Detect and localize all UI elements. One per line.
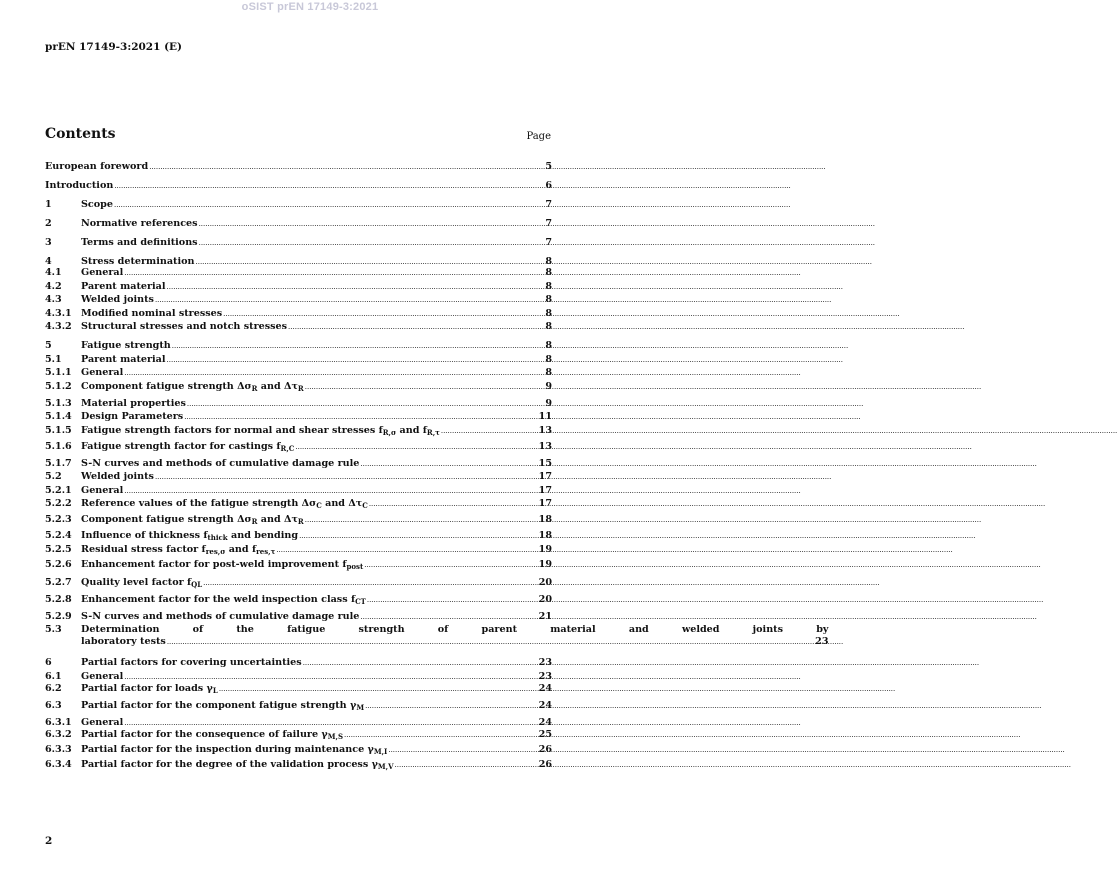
toc-title-continued: laboratory tests: [81, 635, 166, 647]
toc-title: Introduction: [45, 180, 114, 191]
toc-title: Normative references: [81, 218, 198, 229]
toc-number: 5.1: [45, 353, 62, 365]
toc-page: 26: [538, 758, 552, 770]
toc-title: Fatigue strength: [81, 340, 171, 351]
toc-page: 8: [545, 307, 552, 319]
toc-title: Enhancement factor for post-weld improvement $f_{post}$: [81, 558, 364, 571]
toc-number: 5.2.2: [45, 498, 72, 509]
toc-entry-5-1-4[interactable]: [45, 411, 552, 425]
toc-page: 13: [538, 424, 552, 436]
toc-title: Partial factor for the inspection during maintenance $\gamma_{M,I}$: [81, 743, 388, 756]
toc-title: Structural stresses and notch stresses: [81, 321, 288, 332]
toc-entry-5-3[interactable]: [45, 623, 829, 648]
toc-number: 4.2: [45, 280, 62, 292]
toc-number: 4.3.1: [45, 307, 72, 319]
table-of-contents: [45, 161, 829, 774]
toc-title: Fatigue strength factors for normal and shear stresses $f_{R,\sigma}$ and $f_{R,\tau}$: [81, 424, 440, 437]
toc-entry-5[interactable]: [45, 340, 552, 354]
toc-entry-6-3[interactable]: [45, 700, 552, 717]
toc-number: 5.2.8: [45, 593, 72, 605]
toc-number: 5.1.5: [45, 424, 72, 436]
toc-page: 7: [545, 237, 552, 248]
toc-title: General: [81, 670, 124, 682]
toc-page: 21: [538, 610, 552, 622]
toc-number: 6.2: [45, 682, 62, 694]
toc-page: 20: [538, 593, 552, 605]
toc-title: European foreword: [45, 161, 149, 172]
page-column-label: Page: [526, 131, 551, 142]
toc-entry-5-2-5[interactable]: [45, 544, 552, 559]
toc-entry-3[interactable]: [45, 237, 552, 248]
toc-page: 8: [545, 321, 552, 332]
toc-entry-5-1-5[interactable]: [45, 425, 552, 441]
toc-entry-5-2[interactable]: [45, 471, 552, 485]
toc-page: 23: [815, 635, 829, 647]
toc-number: 4: [45, 256, 52, 267]
toc-title: Partial factor for the consequence of failure $\gamma_{M,S}$: [81, 728, 344, 741]
toc-page: 23: [538, 656, 552, 668]
toc-page: 17: [538, 498, 552, 509]
toc-number: 5.2.3: [45, 514, 72, 525]
toc-entry-5-2-1[interactable]: [45, 485, 552, 499]
toc-number: 6.3.1: [45, 716, 72, 728]
toc-number: 4.3.2: [45, 321, 72, 332]
toc-number: 5.2.7: [45, 576, 72, 588]
toc-title: S-N curves and methods of cumulative damage rule: [81, 457, 360, 469]
toc-title: General: [81, 367, 124, 378]
toc-page: 8: [545, 256, 552, 267]
toc-number: 5.2.5: [45, 543, 72, 555]
toc-number: 5.2.9: [45, 610, 72, 622]
toc-title: Quality level factor $f_{QL}$: [81, 576, 203, 589]
toc-page: 26: [538, 743, 552, 755]
toc-page: 8: [545, 267, 552, 278]
toc-number: 6.3: [45, 699, 62, 711]
toc-entry-4[interactable]: [45, 256, 552, 267]
toc-number: 5.2.6: [45, 558, 72, 570]
toc-entry-5-1-6[interactable]: [45, 441, 552, 458]
toc-title: Component fatigue strength $\Delta\sigma_R$ and $\Delta\tau_R$: [81, 380, 304, 393]
toc-entry-5-1-2[interactable]: [45, 381, 552, 398]
toc-page: 6: [545, 180, 552, 191]
toc-entry-4-3-2[interactable]: [45, 321, 552, 332]
toc-page: 8: [545, 367, 552, 378]
toc-page: 9: [545, 397, 552, 409]
toc-number: 5.1.1: [45, 367, 72, 378]
toc-number: 5.1.2: [45, 380, 72, 392]
toc-entry-5-2-2[interactable]: [45, 498, 552, 514]
toc-entry-5-1-3[interactable]: [45, 398, 552, 412]
toc-page: 7: [545, 199, 552, 210]
toc-number: 6.3.3: [45, 743, 72, 755]
toc-title: S-N curves and methods of cumulative damage rule: [81, 610, 360, 622]
toc-number: 5.1.3: [45, 397, 72, 409]
page-number: 2: [45, 835, 53, 847]
toc-page: 13: [538, 440, 552, 452]
toc-title: Modified nominal stresses: [81, 307, 223, 319]
toc-title: Stress determination: [81, 256, 195, 267]
toc-number: 4.1: [45, 267, 62, 278]
toc-page: 18: [538, 530, 552, 541]
toc-title: Scope: [81, 199, 113, 210]
toc-title: Partial factors for covering uncertainties: [81, 656, 302, 668]
toc-page: 8: [545, 340, 552, 351]
toc-title: Partial factor for the degree of the validation process $\gamma_{M,V}$: [81, 758, 394, 771]
toc-number: 5.3: [45, 623, 62, 635]
toc-number: 5.1.7: [45, 457, 72, 469]
toc-page: 24: [538, 682, 552, 694]
toc-page: 7: [545, 218, 552, 229]
toc-title: Material properties: [81, 397, 186, 409]
toc-title: Partial factor for the component fatigue strength $\gamma_M$: [81, 699, 365, 712]
toc-page: 5: [545, 161, 552, 172]
toc-page: 9: [545, 380, 552, 392]
toc-page: 17: [538, 471, 552, 482]
toc-title: Fatigue strength factor for castings $f_{R,C}$: [81, 440, 295, 453]
toc-title: Influence of thickness $f_{thick}$ and bending: [81, 530, 299, 542]
toc-title: General: [81, 267, 124, 278]
toc-entry-6-3-1[interactable]: [45, 717, 552, 729]
toc-entry-5-1[interactable]: [45, 354, 552, 368]
toc-number: 5.2.1: [45, 484, 72, 496]
toc-entry-6-2[interactable]: [45, 683, 552, 700]
toc-entry-foreword[interactable]: [45, 161, 552, 172]
toc-title: Determination of the fatigue strength of parent material and welded joints by: [81, 623, 829, 635]
toc-title: Design Parameters: [81, 411, 184, 422]
toc-entry-2[interactable]: [45, 218, 552, 229]
watermark: oSIST prEN 17149-3:2021: [241, 1, 379, 13]
toc-entry-1[interactable]: [45, 199, 552, 210]
toc-number: 4.3: [45, 294, 62, 305]
toc-title: General: [81, 716, 124, 728]
toc-page: 20: [538, 576, 552, 588]
toc-entry-5-2-6[interactable]: [45, 559, 552, 577]
toc-title: Residual stress factor $f_{res,\sigma}$ and $f_{res,\tau}$: [81, 543, 276, 556]
toc-entry-5-2-7[interactable]: [45, 577, 552, 594]
toc-number: 3: [45, 237, 52, 248]
toc-page: 17: [538, 484, 552, 496]
toc-entry-6-3-3[interactable]: [45, 744, 552, 759]
toc-entry-4-1[interactable]: [45, 267, 552, 281]
toc-page: 8: [545, 294, 552, 305]
toc-page: 19: [538, 543, 552, 555]
toc-entry-6-3-4[interactable]: [45, 759, 552, 774]
toc-title: Parent material: [81, 353, 166, 365]
toc-number: 6.3.2: [45, 728, 72, 740]
toc-page: 25: [538, 728, 552, 740]
toc-page: 8: [545, 280, 552, 292]
toc-title: Terms and definitions: [81, 237, 198, 248]
toc-entry-4-3[interactable]: [45, 294, 552, 308]
toc-page: 11: [538, 411, 552, 422]
toc-number: 5: [45, 340, 52, 351]
toc-entry-4-2[interactable]: [45, 281, 552, 295]
toc-number: 5.1.4: [45, 411, 72, 422]
toc-title: Component fatigue strength $\Delta\sigma_R$ and $\Delta\tau_R$: [81, 514, 304, 526]
document-reference: prEN 17149-3:2021 (E): [45, 41, 183, 53]
toc-title: Parent material: [81, 280, 166, 292]
toc-title: Welded joints: [81, 294, 154, 305]
toc-number: 6.3.4: [45, 758, 72, 770]
toc-page: 23: [538, 670, 552, 682]
toc-page: 8: [545, 353, 552, 365]
toc-entry-introduction[interactable]: [45, 180, 552, 191]
toc-number: 6: [45, 656, 52, 668]
toc-entry-6-1[interactable]: [45, 671, 552, 683]
toc-entry-5-1-1[interactable]: [45, 367, 552, 381]
toc-page: 18: [538, 514, 552, 525]
toc-entry-6[interactable]: [45, 657, 552, 671]
toc-title: Welded joints: [81, 471, 154, 482]
toc-page: 24: [538, 716, 552, 728]
toc-entry-6-3-2[interactable]: [45, 729, 552, 744]
toc-page: 15: [538, 457, 552, 469]
toc-page: 19: [538, 558, 552, 570]
toc-number: 6.1: [45, 670, 62, 682]
toc-title: Enhancement factor for the weld inspection class $f_{CT}$: [81, 593, 366, 606]
toc-title: General: [81, 484, 124, 496]
toc-title: Reference values of the fatigue strength $\Delta\sigma_C$ and $\Delta\tau_C$: [81, 498, 368, 510]
toc-entry-5-2-8[interactable]: [45, 594, 552, 611]
toc-number: 5.1.6: [45, 440, 72, 452]
toc-entry-5-2-4[interactable]: [45, 530, 552, 544]
contents-heading: Contents: [45, 126, 116, 142]
toc-page: 24: [538, 699, 552, 711]
toc-title: Partial factor for loads $\gamma_L$: [81, 682, 218, 695]
toc-entry-5-2-3[interactable]: [45, 514, 552, 530]
toc-number: 2: [45, 218, 52, 229]
toc-entry-5-2-9[interactable]: [45, 611, 552, 624]
toc-number: 5.2: [45, 471, 62, 482]
toc-number: 1: [45, 199, 52, 210]
toc-entry-5-1-7[interactable]: [45, 458, 552, 472]
toc-number: 5.2.4: [45, 530, 72, 541]
toc-entry-4-3-1[interactable]: [45, 308, 552, 322]
